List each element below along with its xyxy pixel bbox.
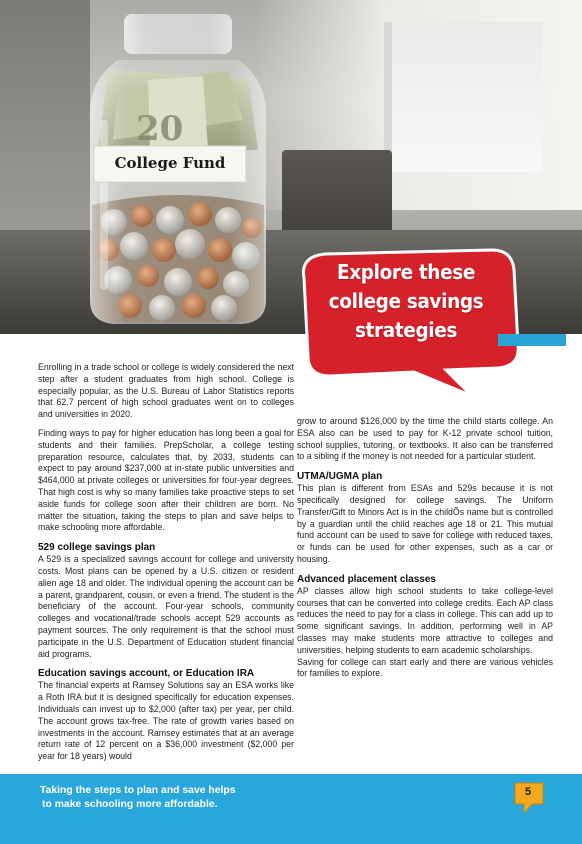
heading-utma: UTMA/UGMA plan xyxy=(297,471,383,483)
bubble-title xyxy=(327,258,485,345)
paragraph-utma: This plan is different from ESAs and 529s because it is not specifically designed for college savings. The Uniform Transfer/Gift to Minors Act is in the childÕs name but is controlled by a guardian until the child reaches age 18 or 21. This mutual fund account can be used to save for college with reduced taxes, or funds can be used for other expenses, such as a car or housing. xyxy=(297,483,553,564)
heading-529: 529 college savings plan xyxy=(38,542,156,554)
footer-tagline xyxy=(40,784,340,812)
bubble-title-line-2: college savings xyxy=(328,289,484,313)
footer-tagline-line-2: to make schooling more affordable. xyxy=(42,799,218,810)
paragraph-ap: AP classes allow high school students to take college-level courses that can be converted into college credits. Each AP class reduces the need to pay for a class in college. This can add up to some significant savings. In addition, performing well in AP classes may make students more attractive to colleges and universities, helping students to earn academic scholarships. xyxy=(297,585,553,655)
page-number: 5 xyxy=(524,786,532,798)
heading-ap: Advanced placement classes xyxy=(297,573,436,585)
footer-tagline-line-1: Taking the steps to plan and save helps xyxy=(40,785,236,796)
paragraph-529: A 529 is a specialized savings account for college and university costs. Most plans can be opened by a U.S. citizen or resident alien age 18 and older. The individual opening the account can be a parent, grandparent, cousin, or even a friend. The student is the beneficiary of the account. Four-year schools, community colleges and vocational/trade schools accept 529 accounts as payment sources. The only requirement is that the school must participate in the U.S. Department of Education student financial aid programs. xyxy=(38,554,294,659)
bubble-title-line-1: Explore these xyxy=(336,260,476,284)
heading-esa: Education savings account, or Education IRA xyxy=(38,668,255,680)
paragraph-esa-part2: grow to around $126,000 by the time the child starts college. An ESA also can be used to pay for K-12 private school tuition, school supplies, tutoring, or textbooks. It also can be transferred to a sibling if the money is not needed for a particular student. xyxy=(297,416,553,462)
intro-paragraph-2: Finding ways to pay for higher education has long been a goal for students and their families. PrepScholar, a college testing preparation resource, calculates that, by 2033, students can expect to pay around $237,000 at in-state public universities and $464,000 at private colleges or universities for four-year degrees. That high cost is why so many families take proactive steps to set aside funds for college soon after their children are born. No matter the situation, taking the steps to plan and save helps to make schooling more affordable. xyxy=(38,427,294,533)
kitchen-window xyxy=(384,22,542,172)
intro-paragraph-1: Enrolling in a trade school or college is widely considered the next step after a student graduates from high school. College is especially popular, as the U.S. Bureau of Labor Statistics reports that 62.7 percent of high school graduates went on to colleges and universities in 2020. xyxy=(38,362,294,420)
article-column-right xyxy=(297,416,553,687)
closing-paragraph: Saving for college can start early and there are various vehicles for families to explore. xyxy=(297,656,553,679)
jar-label: College Fund xyxy=(114,154,226,172)
kitchen-cabinet xyxy=(0,0,90,230)
page-edge xyxy=(566,334,582,774)
bubble-title-line-3: strategies xyxy=(354,318,458,342)
paragraph-esa-part1: The financial experts at Ramsey Solutions say an ESA works like a Roth IRA but it is designed specifically for education expenses. Individuals can invest up to $2,000 (after tax) per year, per child. The account grows tax-free. The rate of growth varies based on investments in the account. Ramsey estimates that at an average return rate of 12 percent on a $36,000 investment ($2,000 per year for 18 years) would xyxy=(38,680,294,762)
article-column-left xyxy=(38,362,294,770)
